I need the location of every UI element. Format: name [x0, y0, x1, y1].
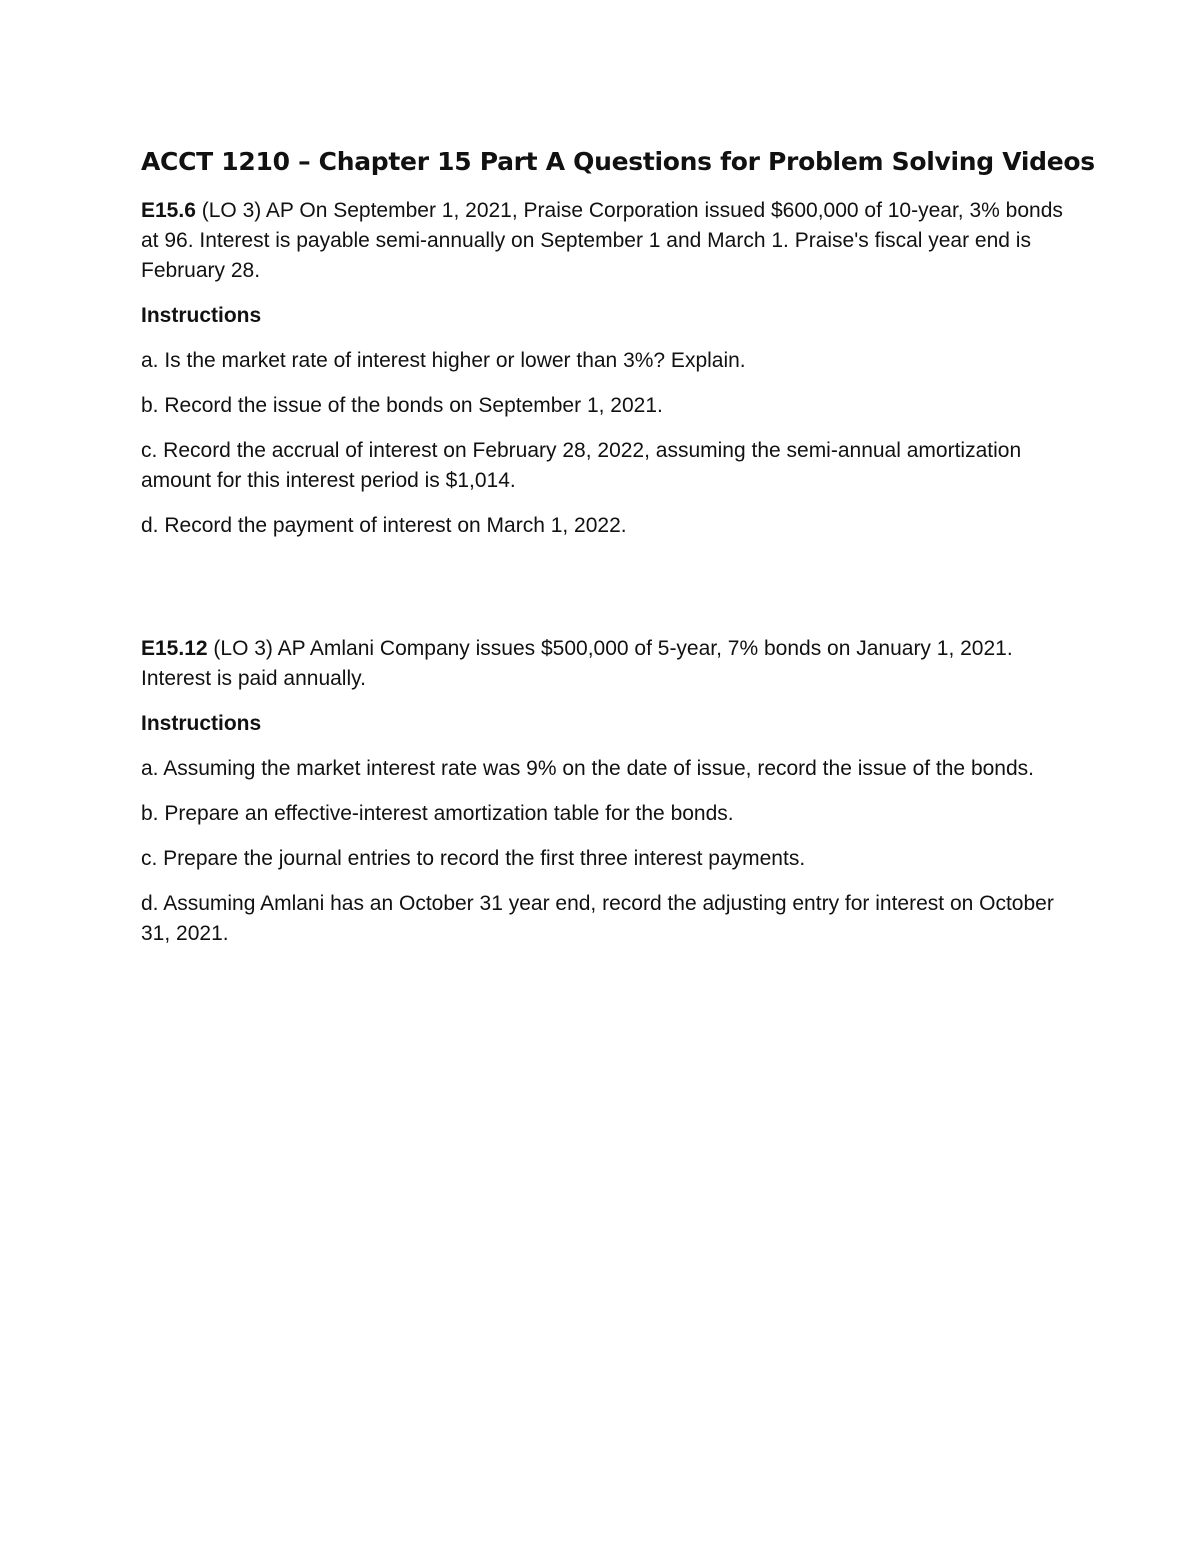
exercise-text: (LO 3) AP On September 1, 2021, Praise Corporation issued $600,000 of 10-year, 3% bonds at 96. Interest is payable semi-annually on September 1 and March 1. Praise's fiscal year end is February 28. [141, 199, 1063, 282]
instruction-item-b: b. Prepare an effective-interest amortization table for the bonds. [141, 802, 734, 825]
instructions-heading: Instructions [141, 712, 262, 735]
exercise-statement [141, 634, 1071, 694]
instruction-item-a: a. Is the market rate of interest higher or lower than 3%? Explain. [141, 349, 746, 372]
instruction-item-a: a. Assuming the market interest rate was 9% on the date of issue, record the issue of the bonds. [141, 757, 1034, 780]
document-title: ACCT 1210 – Chapter 15 Part A Questions for Problem Solving Videos [141, 147, 1095, 176]
exercise-id: E15.12 [141, 637, 208, 660]
instruction-item-b: b. Record the issue of the bonds on September 1, 2021. [141, 394, 663, 417]
exercise-statement [141, 196, 1071, 286]
instruction-item-d: d. Record the payment of interest on March 1, 2022. [141, 514, 627, 537]
instructions-heading: Instructions [141, 304, 262, 327]
exercise-text: (LO 3) AP Amlani Company issues $500,000 of 5-year, 7% bonds on January 1, 2021. Interest is paid annually. [141, 637, 1013, 690]
exercise-id: E15.6 [141, 199, 196, 222]
document-content [141, 140, 1095, 964]
exercise-e15-6 [141, 196, 1071, 541]
exercise-e15-12 [141, 634, 1071, 949]
instruction-item-c: c. Prepare the journal entries to record the first three interest payments. [141, 847, 806, 870]
instruction-item-d: d. Assuming Amlani has an October 31 year end, record the adjusting entry for interest on October 31, 2021. [141, 892, 1054, 945]
instruction-item-c: c. Record the accrual of interest on February 28, 2022, assuming the semi-annual amortization amount for this interest period is $1,014. [141, 439, 1022, 492]
